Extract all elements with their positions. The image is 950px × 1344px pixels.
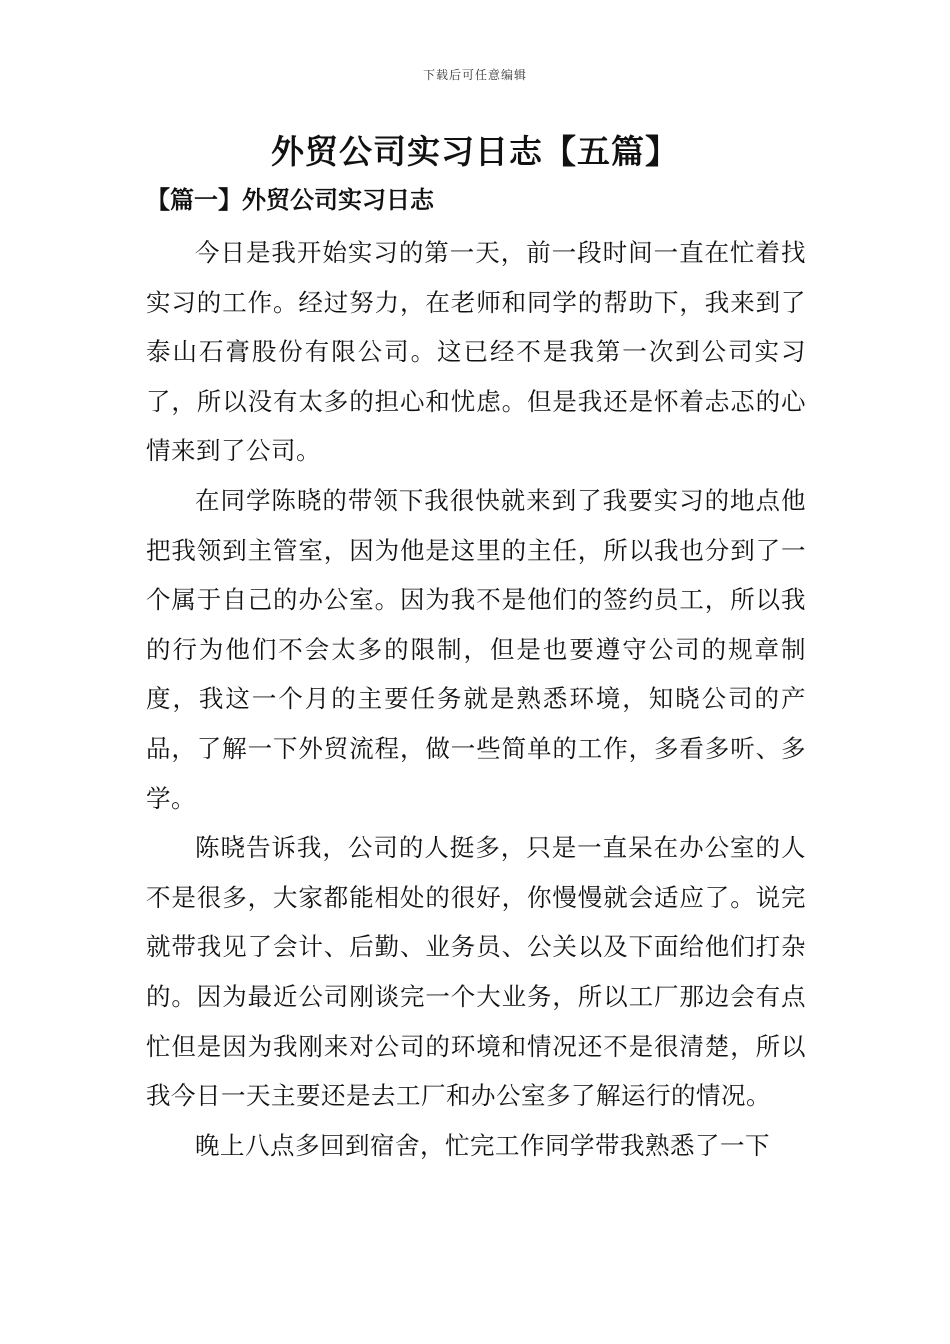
section-heading: 【篇一】外贸公司实习日志 (146, 185, 434, 214)
body-text (146, 228, 806, 1170)
header-note: 下载后可任意编辑 (422, 68, 527, 82)
document-title: 外贸公司实习日志【五篇】 (271, 132, 679, 171)
paragraph: 晚上八点多回到宿舍，忙完工作同学带我熟悉了一下 (195, 1130, 770, 1160)
paragraph: 今日是我开始实习的第一天，前一段时间一直在忙着找实习的工作。经过努力，在老师和同学的帮助下，我来到了泰山石膏股份有限公司。这已经不是我第一次到公司实习了，所以没有太多的担心和忧虑。但是我还是怀着忐忑的心情来到了公司。 (146, 238, 806, 466)
paragraph: 在同学陈晓的带领下我很快就来到了我要实习的地点他把我领到主管室，因为他是这里的主任，所以我也分到了一个属于自己的办公室。因为我不是他们的签约员工，所以我的行为他们不会太多的限制，但是也要遵守公司的规章制度，我这一个月的主要任务就是熟悉环境，知晓公司的产品，了解一下外贸流程，做一些简单的工作，多看多听、多学。 (146, 485, 806, 813)
paragraph: 陈晓告诉我，公司的人挺多，只是一直呆在办公室的人不是很多，大家都能相处的很好，你慢慢就会适应了。说完就带我见了会计、后勤、业务员、公关以及下面给他们打杂的。因为最近公司刚谈完一个大业务，所以工厂那边会有点忙但是因为我刚来对公司的环境和情况还不是很清楚，所以我今日一天主要还是去工厂和办公室多了解运行的情况。 (146, 833, 806, 1111)
